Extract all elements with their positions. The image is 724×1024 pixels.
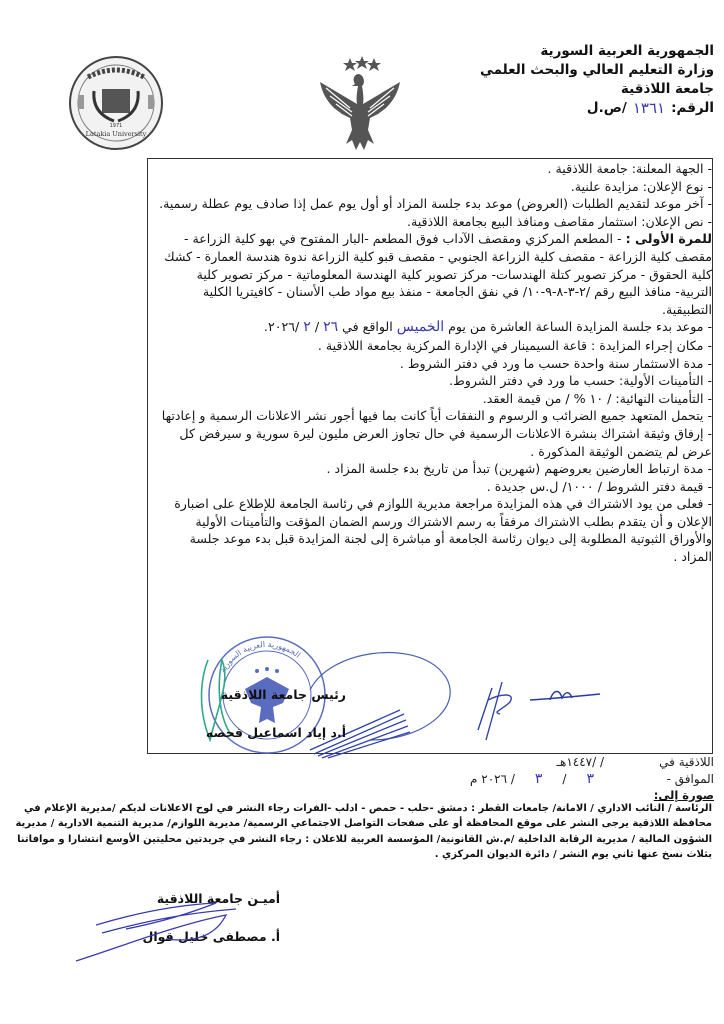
university-seal-logo [68, 55, 164, 151]
session-year: /٢٠٢٦. [263, 319, 300, 335]
letterhead-university: جامعة اللاذقية [620, 81, 714, 97]
session-prefix: - موعد بدء جلسة المزايدة الساعة العاشرة من يوم [448, 319, 712, 335]
blue-signature-icon [530, 692, 600, 701]
session-day-handwritten: الخميس [396, 319, 445, 336]
eagle-emblem-icon [312, 52, 407, 157]
hijri-value: / /١٤٤٧هـ [556, 755, 604, 769]
announcement-item: - فعلى من يود الاشتراك في هذه المزايدة مراجعة مديرية اللوازم في رئاسة الجامعة للإطلاع على اضبارة الإعلان و أن يتقدم بطلب الاشتراك مرفقاً به رسم الاشتراك ورسم الضمان المؤقت والتأمينات الأولية والأوراق الثبوتية المطلوبة إلى ديوان رئاسة الجامعة أو مباشرة إلى لجنة المزايدة قبل بدء موعد جلسة المزاد . [174, 496, 712, 565]
hijri-date-row [254, 754, 714, 771]
gregorian-date-row: الموافق - ٣ / ٣ / ٢٠٢٦ م [470, 771, 714, 787]
session-mid: الواقع في [342, 319, 393, 335]
president-title: رئيس جامعة اللاذقية [220, 687, 346, 702]
letterhead [464, 42, 714, 118]
hijri-label: اللاذقية في [659, 755, 714, 769]
letterhead-ministry: وزارة التعليم العالي والبحث العلمي [479, 62, 714, 78]
session-line: - موعد بدء جلسة المزايدة الساعة العاشرة من يوم الخميس الواقع في ٢٦ / ٢ /٢٠٢٦. [263, 319, 712, 336]
announcement-item: - مكان إجراء المزايدة : قاعة السيمينار في الإدارة المركزية بجامعة اللاذقية . [317, 337, 712, 353]
announcement-item: - مدة ارتباط العارضين بعروضهم (شهرين) تبدأ من تاريخ بدء جلسة المزاد . [326, 461, 712, 477]
seal-text: Latakia University [85, 130, 147, 138]
president-name: أ.د إياد اسماعيل فحصه [205, 725, 346, 740]
gregorian-month: ٣ [534, 771, 543, 787]
announcement-item: - قيمة دفتر الشروط / ١٠٠٠/ ل.س جديدة . [486, 478, 712, 494]
seal-year: 1971 [109, 123, 123, 129]
gregorian-label: الموافق - [666, 772, 714, 786]
reference-label: الرقم: [671, 100, 714, 116]
announcement-item: - الجهة المعلنة: جامعة اللاذقية . [547, 161, 712, 176]
copies-list: الرئاسة / النائب الاداري / الامانة/ جامعات القطر : دمشق -حلب - حمص - ادلب -الفرات رجاء النشر في لوح الاعلانات لديكم /مديرية الإعلام في محافظة اللاذقية يرجى النشر على موقع المحافظة أو على صفحات التواصل الاجتماعي الرسمية/ مديرية اللوازم/ مديرية التنمية الادارية / مديرية الشؤون المالية / مديرية الرقابة الداخلية /م.ش القانونية/ المؤسسة العربية للاعلان : رجاء النشر في جريدتين محليتين الأوسع انتشارا و موافاتنا بثلاث نسخ عنها ثاني يوم النشر / دائرة الديوان المركزي . [15, 803, 712, 860]
dates-block [254, 754, 714, 788]
session-month: ٢ [303, 319, 311, 336]
secretary-title: أميـن جامعة اللاذقية [156, 891, 280, 906]
announcement-body [157, 160, 712, 566]
announcement-item: - التأمينات النهائية: / ١٠ % / من قيمة العقد. [482, 390, 712, 406]
announcement-item: - آخر موعد لتقديم الطلبات (العروض) موعد بدء جلسة المزاد أو أول يوم عمل إذا صادف يوم عطلة رسمية. [159, 196, 712, 212]
reference-line [464, 99, 714, 118]
gregorian-day: ٣ [586, 771, 594, 787]
secretary-name: أ. مصطفى خليل قوال [142, 929, 280, 944]
first-time-text: - المطعم المركزي ومقصف الآداب فوق المطعم -البار المفتوح في بهو كلية الزراعة - مقصف كلية الزراعة - مقصف كلية الزراعة الجنوبي - مقصف قبو كلية الزراعة ندوة هندسة العمارة - كشك كلية الحقوق - مركز تصوير كتلة الهندسات- مركز تصوير كلية الهندسة المعلوماتية - مركز تصوير كلية التربية- منافذ البيع رقم /٢-٣-٨-٩-١٠/ في نفق الجامعة - منفذ بيع مواد طب الأسنان - كافيتريا الكلية التطبيقية. [164, 231, 712, 317]
gregorian-year: / ٢٠٢٦ م [470, 772, 515, 786]
announcement-item: - إرفاق وثيقة اشتراك بنشرة الاعلانات الرسمية في حال تجاوز العرض مليون ليرة سورية و سيرفض كل عرض لم يتضمن الوثيقة المذكورة . [179, 425, 712, 459]
announcement-item: - التأمينات الأولية: حسب ما ورد في دفتر الشروط. [449, 373, 712, 389]
announcement-item: - مدة الاستثمار سنة واحدة حسب ما ورد في دفتر الشروط . [399, 355, 712, 371]
session-day-number: ٢٦ [323, 319, 339, 336]
letterhead-country: الجمهورية العربية السورية [540, 43, 714, 59]
first-time-label: للمرة الأولى : [625, 231, 712, 247]
secretary-signature-icon [66, 895, 266, 965]
announcement-item: - يتحمل المتعهد جميع الضرائب و الرسوم و النفقات أياً كانت بما فيها أجور نشر الاعلانات الرسمية و إعادتها [161, 408, 712, 424]
announcement-item: - نوع الإعلان: مزايدة علنية. [570, 178, 712, 194]
copies-title: صورة إلى: [653, 788, 714, 802]
reference-number: ١٣٦١ [632, 99, 666, 117]
reference-suffix: /ص.ل [586, 100, 627, 116]
first-time-paragraph [157, 230, 712, 318]
stamp-text: الجمهورية العربية السورية [218, 639, 303, 675]
announcement-item: - نص الإعلان: استثمار مقاصف ومنافذ البيع بجامعة اللاذقية. [406, 213, 712, 229]
president-block [156, 676, 346, 752]
handwritten-initials-icon [478, 682, 511, 740]
